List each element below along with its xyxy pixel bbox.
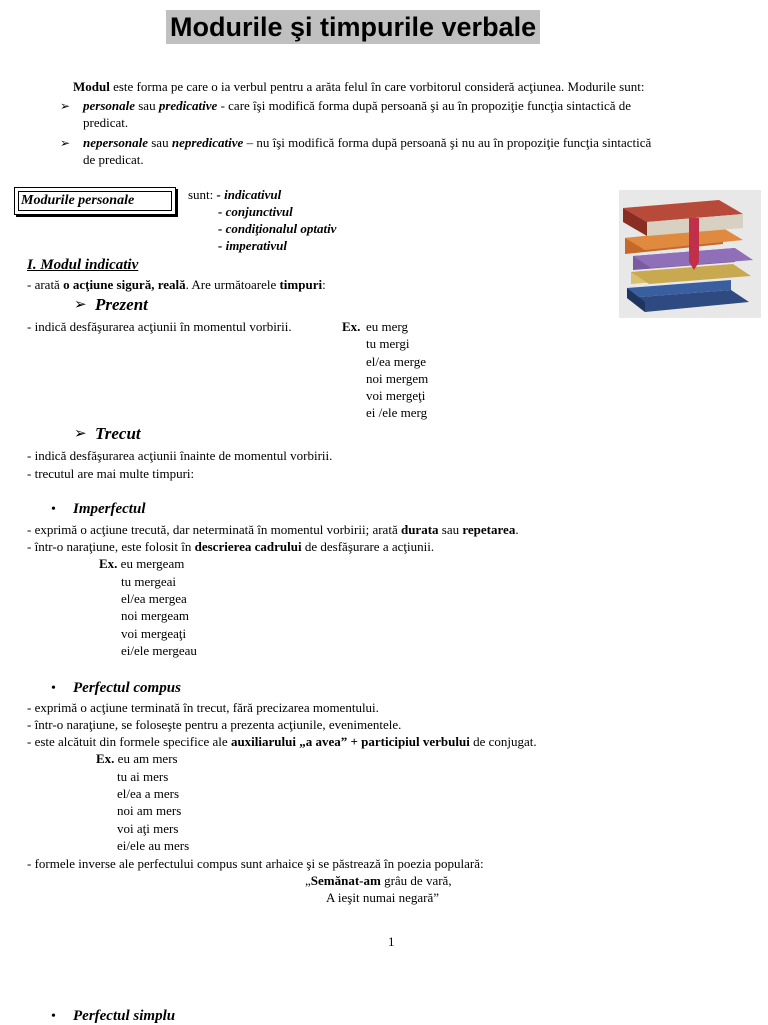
- text: - arată: [27, 277, 64, 292]
- emphasis: durata: [400, 522, 439, 537]
- imperfect-heading: Imperfectul: [73, 501, 146, 517]
- perfect-compus-form: eu am mers: [117, 751, 178, 766]
- quote-line-1: [305, 872, 452, 889]
- emphasis: repetarea: [462, 522, 516, 537]
- text: - este alcătuit din formele specifice ale: [27, 734, 231, 749]
- mode-indicativ: - indicativul: [216, 187, 282, 202]
- intro-item-nepersonale-cont: de predicat.: [83, 152, 144, 167]
- term-personale: personale: [83, 98, 135, 113]
- perfect-compus-form: voi aţi mers: [117, 821, 179, 836]
- intro-item-personale: [60, 97, 631, 115]
- imperfect-example-label: Ex.: [99, 556, 118, 571]
- page-title: Modurile şi timpurile verbale: [166, 10, 540, 44]
- intro-definition: [73, 78, 644, 95]
- indicativ-heading: I. Modul indicativ: [27, 257, 139, 273]
- arrow-bullet-icon: ➢: [60, 99, 71, 113]
- intro-item-nepersonale: [60, 134, 652, 152]
- emphasis: descrierea cadrului: [194, 539, 302, 554]
- perfect-compus-form: noi am mers: [117, 803, 182, 818]
- intro-lead-text: este forma pe care o ia verbul pentru a arăta felul în care vorbitorul consideră acţiunea. Modurile sunt:: [109, 79, 645, 94]
- imperfect-form: noi mergeam: [121, 608, 189, 623]
- books-icon: [619, 190, 761, 318]
- imperfect-line-1: [27, 521, 519, 538]
- perfect-compus-form: tu ai mers: [117, 769, 169, 784]
- mode-conjunctiv: - conjunctivul: [218, 204, 293, 219]
- sunt-label: sunt:: [188, 187, 217, 202]
- imperfect-form: el/ea mergea: [121, 591, 187, 606]
- definition-text: - care îşi modifică forma după persoană şi au în propoziţie funcţia sintactică de: [217, 98, 631, 113]
- emphasis: auxiliarului „a avea” + participiul verbului: [230, 734, 470, 749]
- text: - exprimă o acţiune trecută, dar neterminată în momentul vorbirii; arată: [27, 522, 401, 537]
- imperfect-form: voi mergeaţi: [121, 626, 187, 641]
- perfect-compus-inverse-note: - formele inverse ale perfectului compus sunt arhaice şi se păstrează în poezia populară:: [27, 856, 484, 871]
- trecut-heading-row: [74, 424, 141, 443]
- quote-mark: „: [305, 873, 311, 888]
- arrow-bullet-icon: ➢: [74, 297, 87, 313]
- personal-modes-sunt: [188, 186, 281, 203]
- perfect-simplu-heading-row: [51, 1007, 176, 1025]
- perfect-simplu-heading: Perfectul simplu: [73, 1008, 176, 1024]
- page-number: 1: [388, 934, 395, 949]
- text: .: [515, 522, 519, 537]
- text: grâu de vară,: [380, 873, 452, 888]
- arrow-bullet-icon: ➢: [60, 136, 71, 150]
- text: :: [322, 277, 326, 292]
- imperfect-heading-row: [51, 500, 146, 518]
- prezent-form: noi mergem: [366, 371, 429, 386]
- mode-conditional: - condiţionalul optativ: [218, 221, 337, 236]
- trecut-line: - trecutul are mai multe timpuri:: [27, 466, 195, 481]
- prezent-form: voi mergeţi: [366, 388, 426, 403]
- intro-lead-bold: Modul: [73, 79, 110, 94]
- imperfect-form: tu mergeai: [121, 574, 176, 589]
- text: sau: [438, 522, 463, 537]
- prezent-example-label: Ex.: [342, 319, 361, 334]
- imperfect-line-2: [27, 538, 434, 555]
- term-nepersonale: nepersonale: [83, 135, 148, 150]
- prezent-form: ei /ele merg: [366, 405, 428, 420]
- modurile-personale-label: Modurile personale: [18, 191, 172, 211]
- prezent-form: tu mergi: [366, 336, 410, 351]
- perfect-compus-line-2: - într-o naraţiune, se foloseşte pentru a prezenta acţiunile, evenimentele.: [27, 717, 402, 732]
- intro-item-personale-cont: predicat.: [83, 115, 129, 130]
- perfect-compus-line-1: - exprimă o acţiune terminată în trecut, fără precizarea momentului.: [27, 700, 379, 715]
- emphasis: Semănat-am: [310, 873, 381, 888]
- quote-line-2: A ieşit numai negară”: [326, 890, 439, 905]
- perfect-compus-example-label: Ex.: [96, 751, 115, 766]
- imperfect-example-row: [99, 555, 184, 572]
- prezent-heading: Prezent: [95, 295, 148, 314]
- emphasis: timpuri: [279, 277, 323, 292]
- perfect-compus-heading: Perfectul compus: [73, 680, 181, 696]
- prezent-form: el/ea merge: [366, 354, 427, 369]
- perfect-compus-heading-row: [51, 679, 181, 697]
- perfect-compus-form: ei/ele au mers: [117, 838, 190, 853]
- text: de conjugat.: [469, 734, 537, 749]
- bullet-dot-icon: •: [51, 681, 56, 696]
- mode-imperativ: - imperativul: [218, 238, 287, 253]
- indicativ-description: [27, 276, 326, 293]
- perfect-compus-line-3: [27, 733, 537, 750]
- connector: sau: [148, 135, 172, 150]
- definition-text: – nu îşi modifică forma după persoană şi nu au în propoziţie funcţia sintactică: [243, 135, 652, 150]
- text: de desfăşurare a acţiunii.: [301, 539, 435, 554]
- trecut-line: - indică desfăşurarea acţiunii înainte de momentul vorbirii.: [27, 448, 333, 463]
- arrow-bullet-icon: ➢: [74, 426, 87, 442]
- perfect-compus-form: el/ea a mers: [117, 786, 180, 801]
- books-illustration: [619, 190, 761, 318]
- imperfect-form: eu mergeam: [120, 556, 185, 571]
- prezent-description: - indică desfăşurarea acţiunii în momentul vorbirii.: [27, 319, 292, 334]
- prezent-form: eu merg: [366, 319, 408, 334]
- bullet-dot-icon: •: [51, 502, 56, 517]
- imperfect-form: ei/ele mergeau: [121, 643, 197, 658]
- text: . Are următoarele: [185, 277, 280, 292]
- modurile-personale-box: [14, 187, 176, 215]
- bullet-dot-icon: •: [51, 1009, 56, 1024]
- emphasis: o acţiune sigură, reală: [63, 277, 186, 292]
- trecut-heading: Trecut: [95, 424, 141, 443]
- prezent-heading-row: [74, 295, 148, 314]
- term-nepredicative: nepredicative: [171, 135, 244, 150]
- connector: sau: [135, 98, 159, 113]
- text: - într-o naraţiune, este folosit în: [27, 539, 195, 554]
- term-predicative: predicative: [158, 98, 218, 113]
- perfect-compus-example-row: [96, 750, 178, 767]
